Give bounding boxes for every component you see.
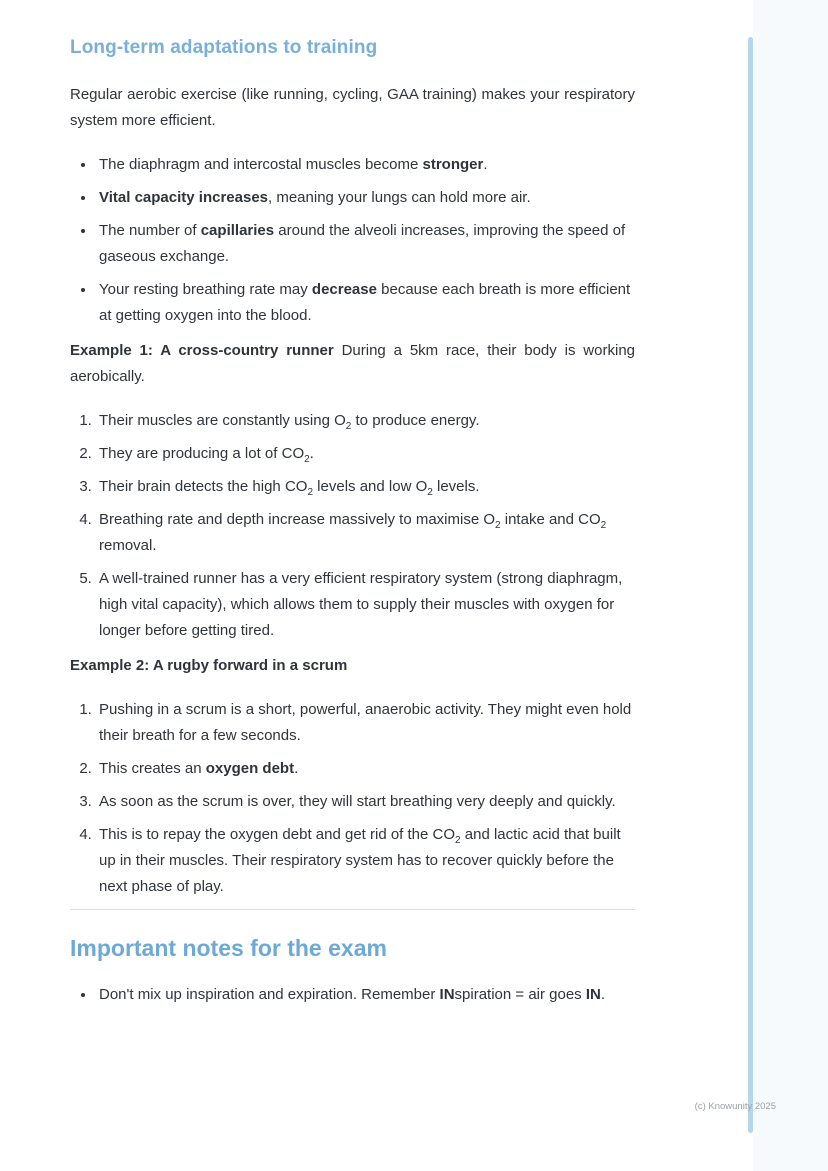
document-content	[70, 36, 635, 1017]
example2-steps-list	[70, 697, 635, 900]
section-heading-important-notes: Important notes for the exam	[70, 935, 387, 961]
copyright-footer: (c) Knowunity 2025	[694, 1101, 776, 1112]
list-item: 2. This creates an oxygen debt.	[96, 756, 635, 782]
list-item: 1. Their muscles are constantly using $O_2$ to produce energy.	[96, 408, 635, 434]
example2-heading: Example 2: A rugby forward in a scrum	[70, 657, 348, 674]
list-item: 1. Pushing in a scrum is a short, powerful, anaerobic activity. They might even hold their breath for a few seconds.	[96, 697, 635, 749]
list-item: • The number of capillaries around the alveoli increases, improving the speed of gaseous exchange.	[96, 218, 635, 270]
section-heading-adaptations: Long-term adaptations to training	[70, 37, 378, 58]
exam-notes-list	[70, 982, 635, 1008]
list-item: 2. They are producing a lot of $CO_2$.	[96, 441, 635, 467]
example1-steps-list	[70, 408, 635, 644]
list-item: • Vital capacity increases, meaning your lungs can hold more air.	[96, 185, 635, 211]
page-right-margin	[753, 0, 828, 1171]
list-item: 3. Their brain detects the high $CO_2$ levels and low $O_2$ levels.	[96, 474, 635, 500]
list-item: • Don't mix up inspiration and expiration. Remember INspiration = air goes IN.	[96, 982, 635, 1008]
adaptations-list	[70, 152, 635, 329]
list-item: • Your resting breathing rate may decrease because each breath is more efficient at getting oxygen into the blood.	[96, 277, 635, 329]
page-edge-bar	[748, 37, 753, 1133]
example1-paragraph: Example 1: A cross-country runner During a 5km race, their body is working aerobically.	[70, 342, 635, 385]
list-item: 5. A well-trained runner has a very efficient respiratory system (strong diaphragm, high vital capacity), which allows them to supply their muscles with oxygen for longer before getting tired.	[96, 566, 635, 644]
intro-paragraph: Regular aerobic exercise (like running, cycling, GAA training) makes your respiratory system more efficient.	[70, 86, 635, 129]
section-divider	[70, 909, 635, 910]
list-item: 4. This is to repay the oxygen debt and get rid of the $CO_2$ and lactic acid that built up in their muscles. Their respiratory system has to recover quickly before the next phase of play.	[96, 822, 635, 900]
list-item: 3. As soon as the scrum is over, they will start breathing very deeply and quickly.	[96, 789, 635, 815]
list-item: 4. Breathing rate and depth increase massively to maximise $O_2$ intake and $CO_2$ removal.	[96, 507, 635, 559]
list-item: • The diaphragm and intercostal muscles become stronger.	[96, 152, 635, 178]
